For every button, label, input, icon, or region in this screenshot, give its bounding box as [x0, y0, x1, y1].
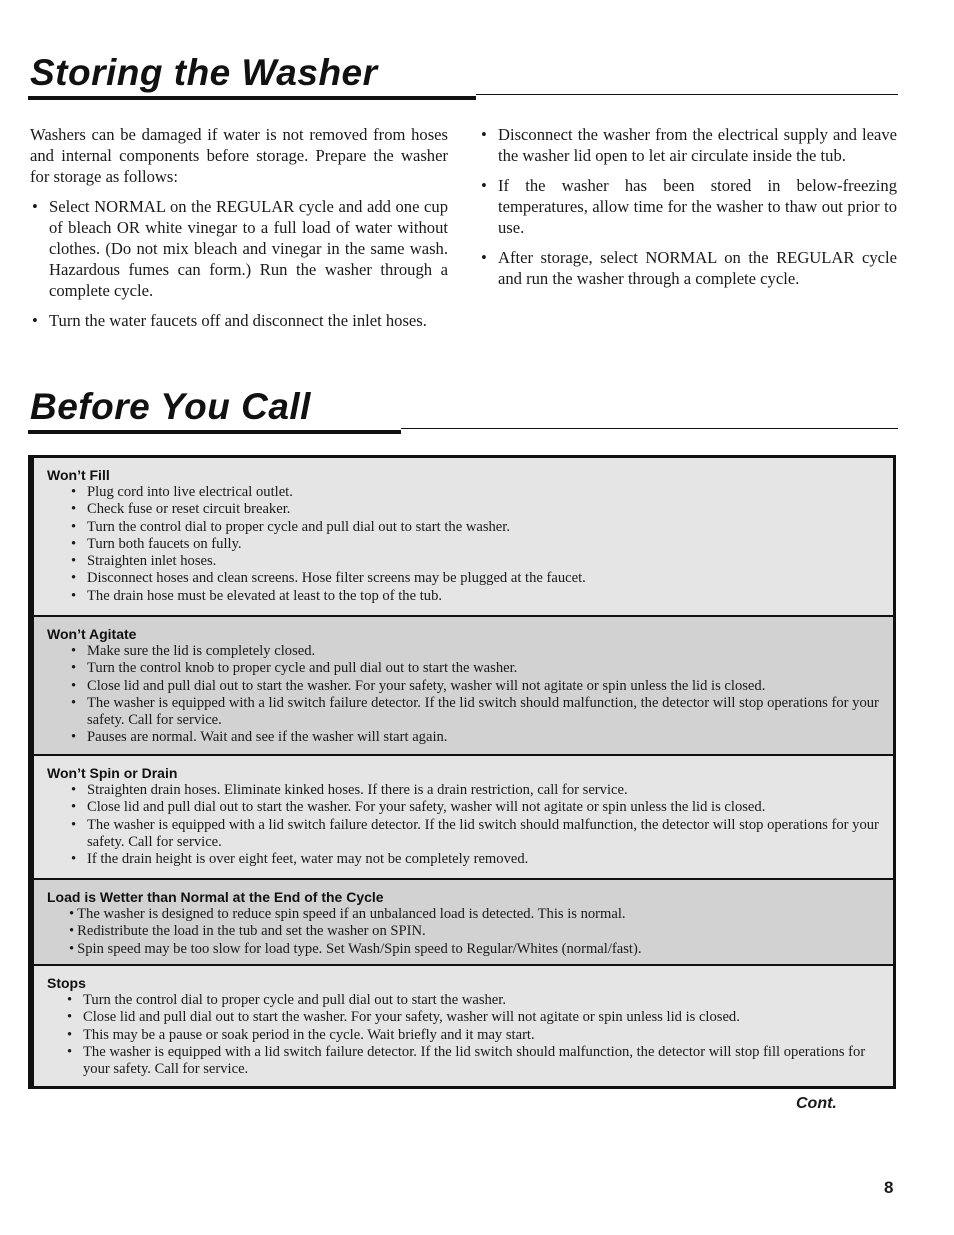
bullet-icon: • [71, 501, 77, 518]
storing-intro: Washers can be damaged if water is not removed from hoses and internal components before storage. Prepare the washer for storage as follows: [30, 125, 448, 186]
bullet-icon: • [67, 1026, 73, 1043]
list-item: • After storage, select NORMAL on the REGULAR cycle and run the washer through a complete cycle. [481, 248, 897, 288]
list-item: • The washer is equipped with a lid switch failure detector. If the lid switch should malfunction, the detector will stop operations for your safety. Call for service. [71, 694, 879, 729]
bullet-icon: • [71, 782, 77, 798]
bullet-icon: • [481, 125, 487, 144]
storing-right-list [479, 124, 897, 289]
bullet-icon: • [67, 992, 73, 1008]
section-list [47, 992, 883, 1078]
before-call-title: Before You Call [30, 386, 311, 427]
continued-label: Cont. [796, 1095, 837, 1112]
list-item: • Spin speed may be too slow for load type. Set Wash/Spin speed to Regular/Whites (normal/fast). [69, 940, 642, 957]
section-stops [31, 964, 893, 1086]
list-item: • Make sure the lid is completely closed. [71, 643, 316, 659]
section-list [47, 782, 883, 868]
section-list [47, 906, 883, 958]
section-heading: Won’t Fill [47, 467, 110, 483]
troubleshooting-table [28, 455, 896, 1089]
list-item: • The washer is equipped with a lid switch failure detector. If the lid switch should malfunction, the detector will stop fill operations for your safety. Call for service. [67, 1043, 866, 1078]
list-item: • Turn the control dial to proper cycle and pull dial out to start the washer. [67, 992, 506, 1008]
list-item: • Turn the control dial to proper cycle and pull dial out to start the washer. [71, 518, 510, 535]
list-item: • Turn the water faucets off and disconnect the inlet hoses. [32, 311, 427, 330]
bullet-icon: • [481, 176, 487, 195]
storing-left-column [30, 124, 448, 340]
section-wont-spin-or-drain [31, 754, 893, 878]
list-item: • If the drain height is over eight feet, water may not be completely removed. [71, 851, 529, 868]
bullet-icon: • [71, 535, 77, 552]
list-item: • Turn both faucets on fully. [71, 535, 242, 552]
section-heading: Stops [47, 975, 86, 991]
bullet-icon: • [71, 729, 77, 746]
list-item: • The washer is designed to reduce spin speed if an unbalanced load is detected. This is normal. [69, 906, 626, 922]
list-item: • Disconnect hoses and clean screens. Hose filter screens may be plugged at the faucet. [71, 570, 586, 587]
bullet-icon: • [69, 906, 75, 922]
list-item: • Straighten drain hoses. Eliminate kinked hoses. If there is a drain restriction, call for service. [71, 782, 628, 798]
bullet-icon: • [71, 816, 77, 833]
bullet-icon: • [71, 643, 77, 659]
storing-title-rule [28, 96, 476, 100]
bullet-icon: • [71, 570, 77, 587]
bullet-icon: • [71, 851, 77, 868]
bullet-icon: • [69, 940, 75, 957]
section-heading: Won’t Agitate [47, 626, 137, 642]
bullet-icon: • [67, 1009, 73, 1026]
bullet-icon: • [67, 1043, 73, 1060]
section-heading: Won’t Spin or Drain [47, 765, 178, 781]
section-list [47, 484, 883, 605]
bullet-icon: • [71, 518, 77, 535]
bullet-icon: • [32, 311, 38, 330]
list-item: • This may be a pause or soak period in the cycle. Wait briefly and it may start. [67, 1026, 535, 1043]
storing-title: Storing the Washer [30, 52, 378, 93]
section-heading: Load is Wetter than Normal at the End of the Cycle [47, 889, 384, 905]
list-item: • If the washer has been stored in below-freezing temperatures, allow time for the washer to thaw out prior to use. [481, 176, 897, 237]
list-item: • Pauses are normal. Wait and see if the washer will start again. [71, 729, 448, 746]
bullet-icon: • [71, 677, 77, 694]
bullet-icon: • [71, 587, 77, 604]
section-wont-fill [31, 458, 893, 615]
list-item: • Turn the control knob to proper cycle and pull dial out to start the washer. [71, 660, 518, 677]
storing-right-column [479, 124, 897, 298]
list-item: • The washer is equipped with a lid switch failure detector. If the lid switch should malfunction, the detector will stop operations for your safety. Call for service. [71, 816, 879, 850]
page-number: 8 [884, 1178, 894, 1197]
storing-left-list [30, 196, 448, 331]
list-item: • Select NORMAL on the REGULAR cycle and add one cup of bleach OR white vinegar to a full load of water without clothes. (Do not mix bleach and vinegar in the same wash. Hazardous fumes can form.) Run the washer through a complete cycle. [32, 197, 448, 300]
section-list [47, 643, 883, 747]
bullet-icon: • [69, 923, 75, 940]
bullet-icon: • [71, 484, 77, 500]
before-call-title-rule [28, 430, 401, 434]
section-load-wetter [31, 878, 893, 964]
bullet-icon: • [32, 197, 38, 216]
bullet-icon: • [481, 248, 487, 267]
bullet-icon: • [71, 553, 77, 570]
list-item: • Check fuse or reset circuit breaker. [71, 501, 291, 518]
bullet-icon: • [71, 660, 77, 677]
before-call-title-thin-rule [401, 428, 898, 429]
list-item: • Plug cord into live electrical outlet. [71, 484, 293, 500]
list-item: • Disconnect the washer from the electrical supply and leave the washer lid open to let air circulate inside the tub. [481, 125, 897, 165]
bullet-icon: • [71, 799, 77, 816]
list-item: • Redistribute the load in the tub and set the washer on SPIN. [69, 923, 426, 940]
list-item: • Straighten inlet hoses. [71, 553, 217, 570]
list-item: • Close lid and pull dial out to start the washer. For your safety, washer will not agitate or spin unless the lid is closed. [71, 799, 766, 816]
list-item: • The drain hose must be elevated at least to the top of the tub. [71, 587, 443, 604]
storing-title-thin-rule [476, 94, 898, 95]
section-wont-agitate [31, 615, 893, 754]
list-item: • Close lid and pull dial out to start the washer. For your safety, washer will not agitate or spin unless lid is closed. [67, 1009, 740, 1026]
list-item: • Close lid and pull dial out to start the washer. For your safety, washer will not agitate or spin unless the lid is closed. [71, 677, 766, 694]
bullet-icon: • [71, 694, 77, 711]
